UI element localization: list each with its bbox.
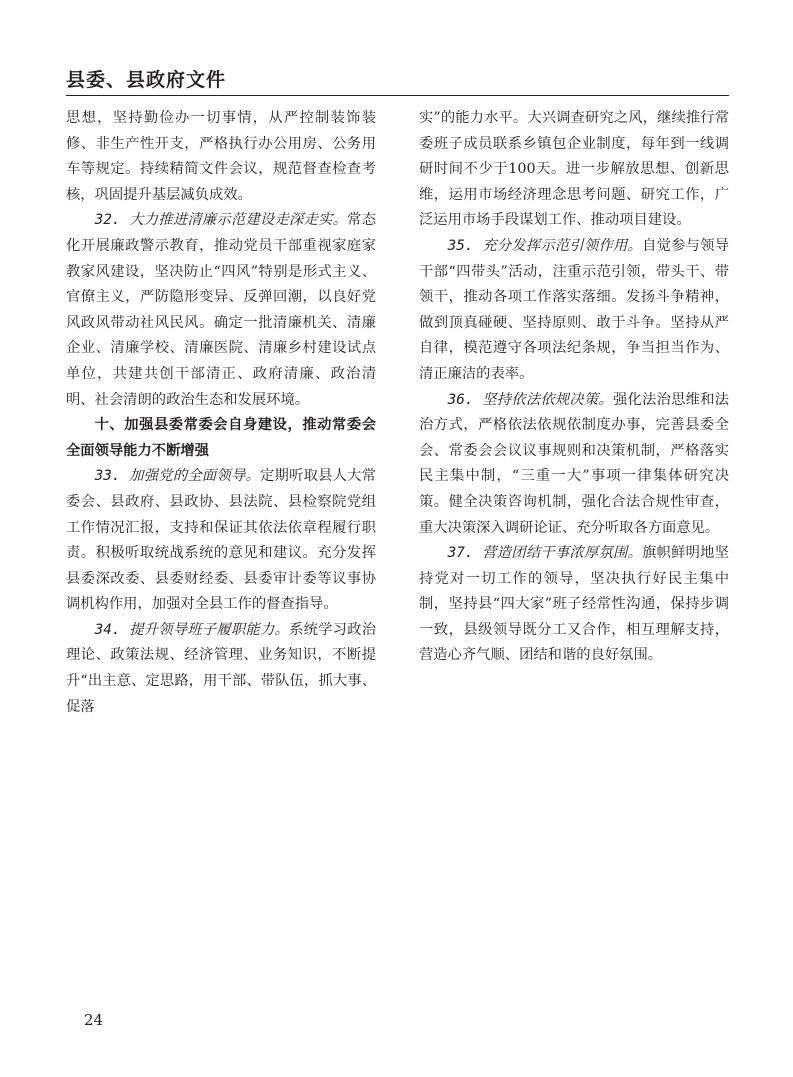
item-32-paragraph: [66, 208, 376, 413]
item-36-body: 强化法治思维和法治方式，严格依法依规依制度办事，完善县委全会、常委会会议议事规则和决策机制，严格落实民主集中制，“三重一大”事项一律集体研究决策。健全决策咨询机制，强化合法合规性审查，重大决策深入调研论证、充分听取各方面意见。: [419, 391, 730, 536]
item-36-lead: 36. 坚持依法依规决策。: [447, 391, 614, 408]
right-text-column: [419, 106, 729, 669]
item-33-paragraph: [66, 464, 376, 618]
header-divider: [66, 95, 729, 96]
item-37-paragraph: [419, 541, 729, 669]
item-33-lead: 33. 加强党的全面领导。: [94, 468, 261, 485]
item-37-lead: 37. 营造团结干事浓厚氛围。: [447, 545, 643, 562]
item-34-lead: 34. 提升领导班子履职能力。: [94, 621, 290, 638]
item-35-lead: 35. 充分发挥示范引领作用。: [447, 237, 643, 254]
item-37-body: 旗帜鲜明地坚持党对一切工作的领导，坚决执行好民主集中制，坚持县“四大家”班子经常性沟通，保持步调一致，县级领导既分工又合作，相互理解支持，营造心齐气顺、团结和谐的良好氛围。: [419, 545, 729, 664]
section-ten-heading: 十、加强县委常委会自身建设，推动常委会全面领导能力不断增强: [66, 417, 376, 459]
item-35-body: 自觉参与领导干部“四带头”活动，注重示范引领，带头干、带领干，推动各项工作落实落细。发扬斗争精神，做到顶真碰硬、坚持原则、敢于斗争。坚持从严自律，模范遵守各项法纪条规，争当担当作为、清正廉洁的表率。: [419, 237, 729, 382]
left-continued-paragraph: 思想，坚持勤俭办一切事情，从严控制装饰装修、非生产性开支，严格执行办公用房、公务用车等规定。持续精简文件会议，规范督查检查考核，巩固提升基层减负成效。: [66, 110, 376, 203]
item-32-lead: 32. 大力推进清廉示范建设走深走实。: [94, 212, 348, 229]
item-34-paragraph: [66, 618, 376, 720]
left-text-column: [66, 106, 376, 720]
item-32-body: 常态化开展廉政警示教育，推动党员干部重视家庭家教家风建设，坚决防止“四风”特别是形式主义、官僚主义，严防隐形变异、反弹回潮，以良好党风政风带动社风民风。确定一批清廉机关、清廉企业、清廉学校、清廉医院、清廉乡村建设试点单位，共建共创干部清正、政府清廉、政治清明、社会清朗的政治生态和发展环境。: [66, 212, 376, 408]
item-36-paragraph: [419, 388, 729, 542]
item-33-body: 定期听取县人大常委会、县政府、县政协、县法院、县检察院党组工作情况汇报，支持和保证其依法依章程履行职责。积极听取统战系统的意见和建议。充分发挥县委深改委、县委财经委、县委审计委等议事协调机构作用，加强对全县工作的督查指导。: [66, 468, 377, 613]
page-header-title: 县委、县政府文件: [66, 69, 227, 91]
page-number: 24: [84, 1011, 104, 1029]
right-continued-paragraph: 实”的能力水平。大兴调查研究之风，继续推行常委班子成员联系乡镇包企业制度，每年到一线调研时间不少于100天。进一步解放思想、创新思维，运用市场经济理念思考问题、研究工作，广泛运用市场手段谋划工作、推动项目建设。: [419, 110, 729, 229]
item-35-paragraph: [419, 234, 729, 388]
item-34-body: 系统学习政治理论、政策法规、经济管理、业务知识，不断提升“出主意、定思路，用干部、带队伍，抓大事、促落: [66, 621, 376, 715]
